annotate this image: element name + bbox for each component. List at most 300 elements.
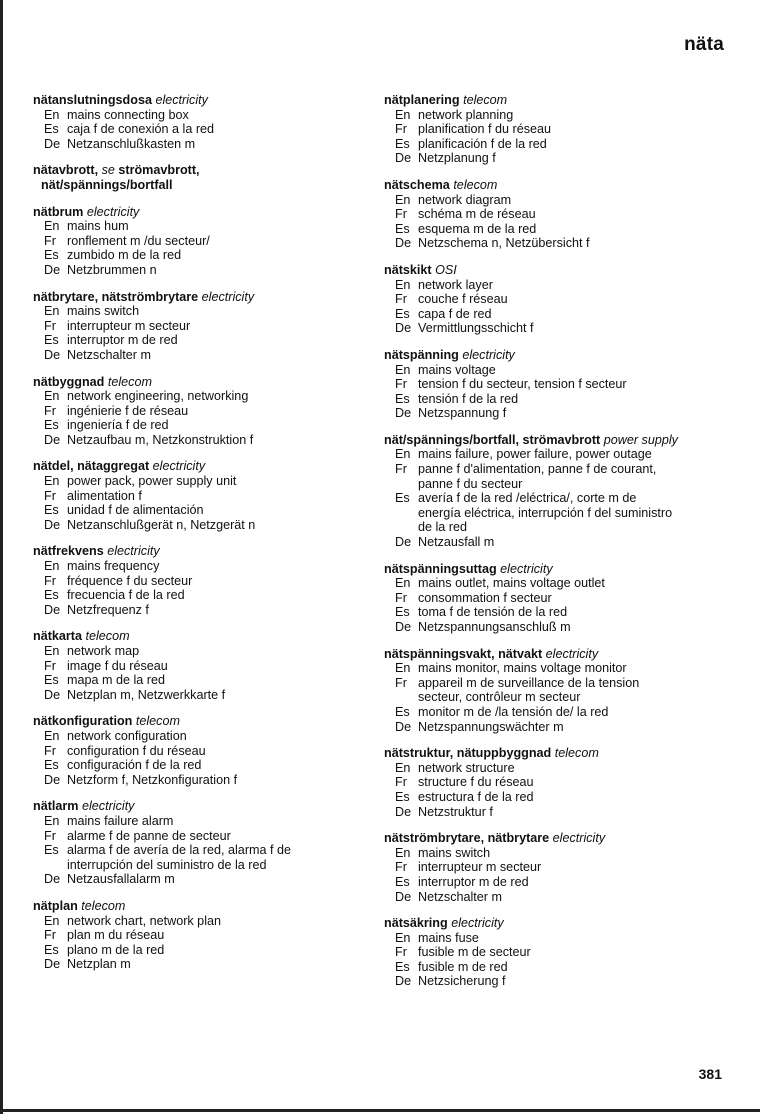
translation-text: power pack, power supply unit xyxy=(67,474,237,489)
language-code: De xyxy=(395,974,412,989)
translation-row xyxy=(384,108,729,123)
translation-row xyxy=(384,377,729,392)
language-code: De xyxy=(395,236,412,251)
language-code: En xyxy=(44,813,60,828)
translation-row xyxy=(384,321,729,336)
translation-row xyxy=(384,222,729,237)
translation-text: network engineering, networking xyxy=(67,389,249,404)
translation-row xyxy=(384,890,729,905)
translation-text: image f du réseau xyxy=(67,658,168,673)
headword: nätbyggnad xyxy=(33,374,105,389)
translation-row xyxy=(384,790,729,805)
language-code: Es xyxy=(44,588,59,603)
translation-row xyxy=(384,620,729,635)
translation-continuation: secteur, contrôleur m secteur xyxy=(418,690,581,705)
cross-reference-target-cont: nät/spännings/bortfall xyxy=(41,177,173,192)
translation-row xyxy=(384,705,729,720)
language-code: Fr xyxy=(44,743,56,758)
language-code: Fr xyxy=(395,207,407,222)
language-code: En xyxy=(395,192,411,207)
language-code: De xyxy=(395,321,412,336)
language-code: Es xyxy=(44,122,59,137)
left-column xyxy=(33,93,373,984)
translation-row xyxy=(33,503,373,518)
dictionary-entry xyxy=(33,714,373,787)
entry-headline xyxy=(33,714,373,729)
translation-row xyxy=(33,263,373,278)
page-number: 381 xyxy=(698,1066,722,1082)
language-code: De xyxy=(395,719,412,734)
subject-field: electricity xyxy=(82,799,135,814)
translation-text: network diagram xyxy=(418,192,512,207)
right-column xyxy=(384,93,729,1001)
language-code: Fr xyxy=(395,860,407,875)
entry-headline xyxy=(384,263,729,278)
language-code: En xyxy=(44,389,60,404)
language-code: Fr xyxy=(44,233,56,248)
translation-row xyxy=(384,236,729,251)
translation-row xyxy=(384,720,729,735)
translation-row xyxy=(384,392,729,407)
headword: nätskikt xyxy=(384,262,432,277)
dictionary-entry xyxy=(384,562,729,635)
subject-field: electricity xyxy=(451,916,504,931)
translation-row xyxy=(384,591,729,606)
translation-row xyxy=(33,729,373,744)
translation-row xyxy=(33,433,373,448)
language-code: En xyxy=(44,559,60,574)
headword: nätbrum xyxy=(33,204,84,219)
translation-text: tension f du secteur, tension f secteur xyxy=(418,377,627,392)
cross-reference-target: strömavbrott, xyxy=(118,163,200,178)
translation-row xyxy=(384,447,729,462)
translation-text: configuration f du réseau xyxy=(67,743,206,758)
language-code: Es xyxy=(44,418,59,433)
dictionary-entry xyxy=(33,205,373,278)
language-code: Fr xyxy=(44,658,56,673)
subject-field: telecom xyxy=(85,629,130,644)
language-code: De xyxy=(44,957,61,972)
headword: nätkonfiguration xyxy=(33,714,133,729)
language-code: Es xyxy=(44,333,59,348)
translation-row xyxy=(384,406,729,421)
language-code: Fr xyxy=(44,403,56,418)
dictionary-entry xyxy=(384,263,729,336)
translation-row xyxy=(33,304,373,319)
translation-continuation: energía eléctrica, interrupción f del suministro xyxy=(418,505,673,520)
translation-row xyxy=(384,535,729,550)
translation-row xyxy=(384,676,729,691)
language-code: De xyxy=(44,136,61,151)
entry-headline-continuation xyxy=(33,178,373,193)
translation-text: Netzstruktur f xyxy=(418,804,493,819)
language-code: De xyxy=(44,432,61,447)
running-head: näta xyxy=(684,34,724,55)
translation-row xyxy=(33,758,373,773)
translation-row xyxy=(33,644,373,659)
headword: nätdel, nätaggregat xyxy=(33,459,150,474)
translation-continuation: panne f du secteur xyxy=(418,476,523,491)
subject-field: electricity xyxy=(107,544,160,559)
subject-field: electricity xyxy=(462,347,515,362)
translation-text: network map xyxy=(67,644,140,658)
subject-field: electricity xyxy=(500,561,553,576)
translation-text: Netzfrequenz f xyxy=(67,602,149,617)
language-code: Es xyxy=(395,221,410,236)
translation-row xyxy=(33,333,373,348)
entry-headline xyxy=(33,375,373,390)
translation-text: toma f de tensión de la red xyxy=(418,605,568,620)
translation-row xyxy=(384,307,729,322)
language-code: En xyxy=(395,845,411,860)
dictionary-entry xyxy=(33,93,373,151)
translation-row xyxy=(384,363,729,378)
headword: nätsäkring xyxy=(384,916,448,931)
translation-row xyxy=(33,872,373,887)
language-code: Fr xyxy=(44,928,56,943)
translation-text: mains outlet, mains voltage outlet xyxy=(418,576,605,591)
translation-row xyxy=(33,137,373,152)
translation-text: mains fuse xyxy=(418,930,479,945)
translation-row xyxy=(33,474,373,489)
language-code: Fr xyxy=(44,318,56,333)
translation-row xyxy=(33,489,373,504)
translation-text: planification f du réseau xyxy=(418,122,552,137)
language-code: Fr xyxy=(395,590,407,605)
translation-text: avería f de la red /eléctrica/, corte m de xyxy=(418,491,637,506)
language-code: Fr xyxy=(395,377,407,392)
translation-continuation: de la red xyxy=(418,520,468,535)
translation-row xyxy=(384,137,729,152)
translation-text: alarme f de panne de secteur xyxy=(67,828,231,843)
language-code: De xyxy=(44,347,61,362)
translation-row xyxy=(384,661,729,676)
dictionary-entry xyxy=(384,433,729,550)
dictionary-entry xyxy=(33,544,373,617)
language-code: En xyxy=(395,661,411,676)
translation-row xyxy=(33,957,373,972)
translation-row xyxy=(33,588,373,603)
language-code: Es xyxy=(44,673,59,688)
language-code: Es xyxy=(395,789,410,804)
headword: nätschema xyxy=(384,177,450,192)
translation-text: Netzschalter m xyxy=(67,347,151,362)
translation-text: tensión f de la red xyxy=(418,391,519,406)
language-code: De xyxy=(395,535,412,550)
translation-row xyxy=(384,462,729,477)
subject-field: telecom xyxy=(554,746,599,761)
entry-headline xyxy=(33,544,373,559)
entry-headline xyxy=(33,459,373,474)
language-code: En xyxy=(395,447,411,462)
translation-text: Netzanschlußgerät n, Netzgerät n xyxy=(67,517,256,532)
translation-row xyxy=(33,389,373,404)
translation-text: alimentation f xyxy=(67,488,142,503)
dictionary-entry xyxy=(384,348,729,421)
translation-text: interrupteur m secteur xyxy=(67,318,191,333)
translation-row xyxy=(384,875,729,890)
translation-text: Netzschema n, Netzübersicht f xyxy=(418,236,590,251)
subject-field: electricity xyxy=(152,459,206,474)
language-code: Es xyxy=(395,605,410,620)
entry-headline xyxy=(384,93,729,108)
translation-text: couche f réseau xyxy=(418,292,508,307)
headword: nätkarta xyxy=(33,629,82,644)
translation-text: mains hum xyxy=(67,219,129,234)
entry-headline xyxy=(33,290,373,305)
headword: nätbrytare, nätströmbrytare xyxy=(33,289,199,304)
dictionary-entry xyxy=(384,746,729,819)
language-code: En xyxy=(395,107,411,122)
language-code: En xyxy=(44,474,60,489)
language-code: En xyxy=(44,728,60,743)
headword: nätströmbrytare, nätbrytare xyxy=(384,831,550,846)
translation-text: mains connecting box xyxy=(67,107,189,122)
page-bottom-edge xyxy=(0,1109,760,1112)
translation-text: Netzplanung f xyxy=(418,151,496,166)
translation-text: Vermittlungsschicht f xyxy=(418,321,534,336)
translation-text: Netzplan m xyxy=(67,957,131,972)
language-code: De xyxy=(395,620,412,634)
translation-text: esquema m de la red xyxy=(418,221,537,236)
language-code: Fr xyxy=(395,775,407,790)
translation-text: configuración f de la red xyxy=(67,758,202,773)
language-code: En xyxy=(395,362,411,377)
translation-text: network configuration xyxy=(67,728,187,743)
headword: nätfrekvens xyxy=(33,544,104,559)
subject-field: telecom xyxy=(135,714,180,729)
subject-field: electricity xyxy=(201,289,255,304)
entry-headline xyxy=(384,647,729,662)
translation-row xyxy=(33,659,373,674)
dictionary-entry xyxy=(33,163,373,192)
translation-text: mains monitor, mains voltage monitor xyxy=(418,661,627,676)
see-reference-label: se xyxy=(101,163,115,178)
dictionary-entry xyxy=(384,93,729,166)
subject-field: power supply xyxy=(603,432,678,447)
dictionary-entry xyxy=(33,799,373,887)
headword: nätspänningsuttag xyxy=(384,561,497,576)
subject-field: electricity xyxy=(155,93,208,107)
entry-headline xyxy=(384,178,729,193)
dictionary-entry xyxy=(384,178,729,251)
translation-row xyxy=(33,234,373,249)
language-code: Fr xyxy=(395,122,407,137)
language-code: En xyxy=(395,930,411,945)
translation-row xyxy=(384,605,729,620)
translation-text: Netzspannung f xyxy=(418,406,507,421)
translation-text: Netzschalter m xyxy=(418,889,502,904)
translation-row xyxy=(384,960,729,975)
language-code: De xyxy=(44,872,61,887)
translation-text: Netzsicherung f xyxy=(418,974,506,989)
translation-row xyxy=(384,860,729,875)
language-code: De xyxy=(395,406,412,421)
entry-headline xyxy=(384,916,729,931)
translation-text: Netzausfallalarm m xyxy=(67,872,175,887)
translation-text: Netzform f, Netzkonfiguration f xyxy=(67,772,238,787)
translation-text: estructura f de la red xyxy=(418,789,534,804)
translation-row xyxy=(33,404,373,419)
translation-text: frecuencia f de la red xyxy=(67,588,185,603)
translation-text: consommation f secteur xyxy=(418,590,552,605)
dictionary-entry xyxy=(33,459,373,532)
entry-headline xyxy=(33,163,373,178)
subject-field: electricity xyxy=(552,831,606,846)
language-code: Es xyxy=(395,874,410,889)
language-code: En xyxy=(44,304,60,319)
language-code: En xyxy=(44,644,60,658)
page-left-edge xyxy=(0,0,3,1114)
language-code: Es xyxy=(44,248,59,263)
language-code: De xyxy=(44,602,61,617)
entry-headline xyxy=(384,746,729,761)
translation-row xyxy=(384,761,729,776)
translation-text: fréquence f du secteur xyxy=(67,573,193,588)
translation-row xyxy=(33,219,373,234)
entry-headline xyxy=(33,205,373,220)
translation-text: network chart, network plan xyxy=(67,913,221,928)
translation-row xyxy=(33,829,373,844)
translation-text: fusible m de secteur xyxy=(418,945,531,960)
translation-text: unidad f de alimentación xyxy=(67,503,204,518)
translation-row xyxy=(33,122,373,137)
language-code: Fr xyxy=(44,488,56,503)
headword: nätstruktur, nätuppbyggnad xyxy=(384,746,552,761)
translation-row xyxy=(33,843,373,858)
entry-headline xyxy=(33,93,373,108)
headword: nätspänningsvakt, nätvakt xyxy=(384,646,543,661)
entry-headline xyxy=(384,433,729,448)
translation-text: interruptor m de red xyxy=(418,874,529,889)
translation-text: Netzbrummen n xyxy=(67,262,157,277)
subject-field: telecom xyxy=(453,177,498,192)
language-code: Fr xyxy=(44,573,56,588)
translation-text: mapa m de la red xyxy=(67,673,166,688)
dictionary-entry xyxy=(33,899,373,972)
translation-row xyxy=(384,931,729,946)
subject-field: electricity xyxy=(86,204,140,219)
translation-row xyxy=(384,278,729,293)
translation-text: ingénierie f de réseau xyxy=(67,403,189,418)
language-code: De xyxy=(44,772,61,787)
language-code: De xyxy=(395,151,412,166)
language-code: Es xyxy=(395,491,410,506)
language-code: De xyxy=(395,889,412,904)
language-code: Fr xyxy=(395,292,407,307)
translation-text: zumbido m de la red xyxy=(67,248,182,263)
translation-text: caja f de conexión a la red xyxy=(67,122,215,137)
language-code: Es xyxy=(44,843,59,858)
translation-text: fusible m de red xyxy=(418,959,508,974)
translation-continuation: interrupción del suministro de la red xyxy=(67,857,267,872)
language-code: Es xyxy=(395,391,410,406)
translation-row xyxy=(384,775,729,790)
translation-text: plan m du réseau xyxy=(67,928,165,943)
translation-row xyxy=(384,576,729,591)
subject-field: telecom xyxy=(107,374,152,389)
translation-text: monitor m de /la tensión de/ la red xyxy=(418,704,609,719)
translation-row xyxy=(33,603,373,618)
language-code: Es xyxy=(44,503,59,518)
translation-text: Netzausfall m xyxy=(418,535,495,550)
subject-field: OSI xyxy=(435,262,457,277)
translation-text: mains voltage xyxy=(418,362,496,377)
translation-text: mains failure alarm xyxy=(67,813,174,828)
dictionary-entry xyxy=(384,916,729,989)
translation-text: panne f d'alimentation, panne f de courant, xyxy=(418,462,657,477)
language-code: Es xyxy=(395,704,410,719)
headword: nät/spännings/bortfall, strömavbrott xyxy=(384,432,601,447)
translation-row xyxy=(384,207,729,222)
translation-row xyxy=(33,319,373,334)
entry-headline xyxy=(384,348,729,363)
language-code: De xyxy=(44,262,61,277)
entry-headline xyxy=(33,799,373,814)
translation-row xyxy=(33,559,373,574)
translation-text: Netzaufbau m, Netzkonstruktion f xyxy=(67,432,254,447)
translation-text: plano m de la red xyxy=(67,942,165,957)
translation-row xyxy=(384,805,729,820)
translation-text: interruptor m de red xyxy=(67,333,178,348)
translation-text: planificación f de la red xyxy=(418,136,547,151)
translation-text: Netzplan m, Netzwerkkarte f xyxy=(67,687,226,702)
language-code: En xyxy=(395,576,411,591)
translation-text: interrupteur m secteur xyxy=(418,860,542,875)
subject-field: telecom xyxy=(81,898,126,913)
language-code: De xyxy=(44,687,61,702)
language-code: Fr xyxy=(395,675,407,690)
translation-text: schéma m de réseau xyxy=(418,207,536,222)
language-code: Es xyxy=(395,959,410,974)
translation-text: ingeniería f de red xyxy=(67,418,169,433)
headword: nätlarm xyxy=(33,799,79,814)
translation-text: alarma f de avería de la red, alarma f de xyxy=(67,843,292,858)
language-code: Fr xyxy=(395,945,407,960)
language-code: De xyxy=(44,517,61,532)
dictionary-entry xyxy=(33,290,373,363)
translation-row xyxy=(33,688,373,703)
translation-text: network structure xyxy=(418,760,515,775)
entry-headline xyxy=(33,899,373,914)
dictionary-entry xyxy=(33,375,373,448)
translation-row xyxy=(33,773,373,788)
translation-row xyxy=(33,518,373,533)
translation-row xyxy=(33,673,373,688)
entry-headline xyxy=(384,831,729,846)
translation-row xyxy=(33,574,373,589)
translation-row xyxy=(33,418,373,433)
dictionary-entry xyxy=(384,647,729,735)
language-code: Es xyxy=(395,306,410,321)
translation-row xyxy=(384,945,729,960)
headword: nätplanering xyxy=(384,93,460,107)
subject-field: electricity xyxy=(545,646,599,661)
translation-row xyxy=(33,914,373,929)
translation-row xyxy=(384,974,729,989)
dictionary-entry xyxy=(384,831,729,904)
translation-row xyxy=(33,108,373,123)
translation-text: network layer xyxy=(418,277,493,292)
translation-text: mains switch xyxy=(418,845,491,860)
headword: nätavbrott, xyxy=(33,163,99,178)
translation-text: network planning xyxy=(418,107,514,122)
translation-row xyxy=(33,928,373,943)
language-code: Fr xyxy=(395,462,407,477)
headword: nätanslutningsdosa xyxy=(33,93,152,107)
entry-headline xyxy=(384,562,729,577)
subject-field: telecom xyxy=(463,93,508,107)
